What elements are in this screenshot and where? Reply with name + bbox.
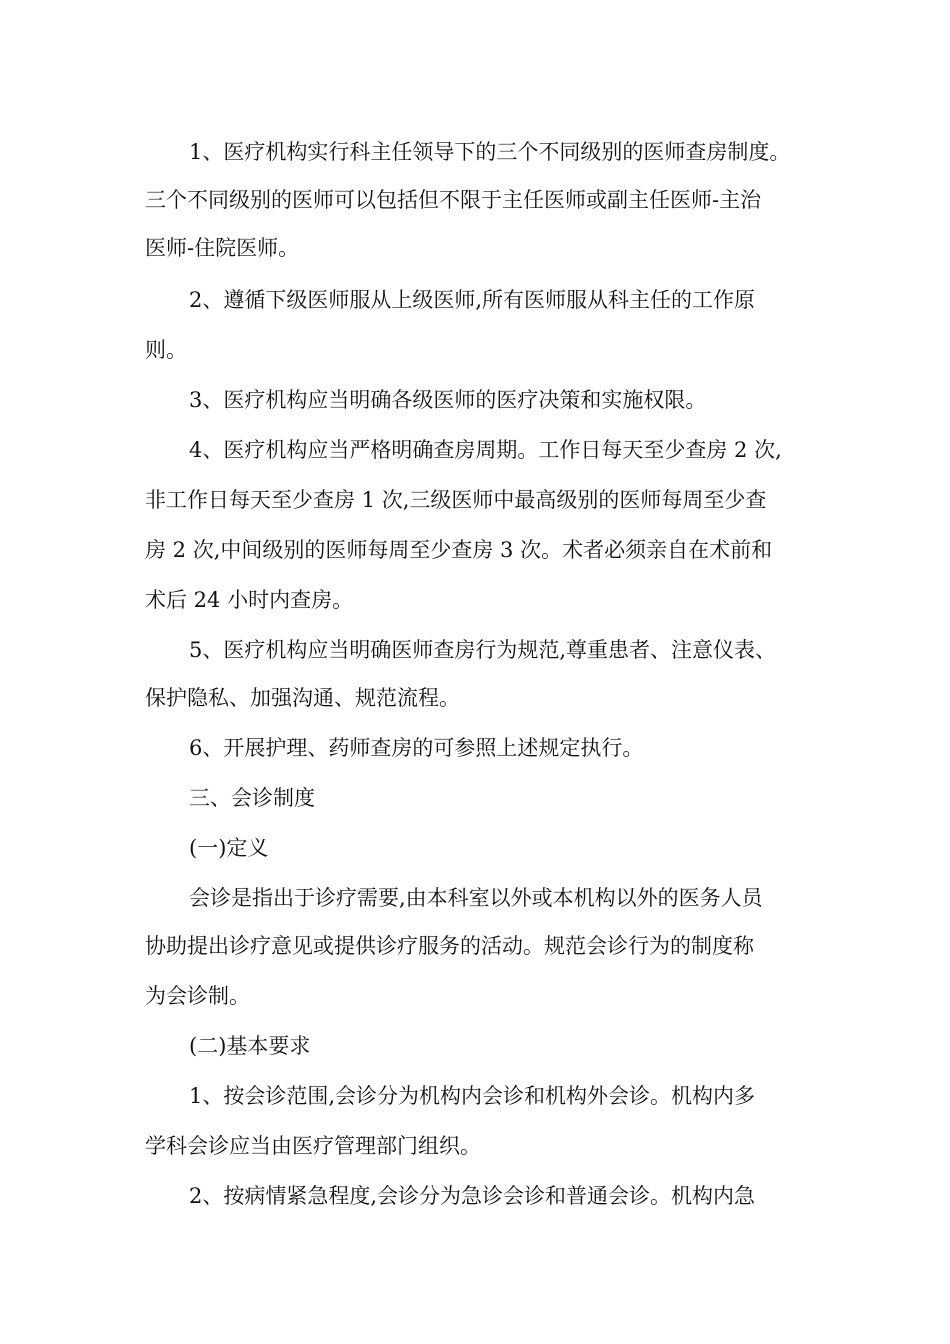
text-line: 3、医疗机构应当明确各级医师的医疗决策和实施权限。 (189, 388, 707, 412)
text-line: 4、医疗机构应当严格明确查房周期。工作日每天至少查房 2 次, (189, 438, 782, 462)
text-line: 5、医疗机构应当明确医师查房行为规范,尊重患者、注意仪表、 (189, 638, 777, 662)
text-line: 房 2 次,中间级别的医师每周至少查房 3 次。术者必须亲自在术前和 (145, 538, 773, 562)
text-line: 1、医疗机构实行科主任领导下的三个不同级别的医师查房制度。 (189, 140, 791, 164)
subsection-heading: (二)基本要求 (189, 1034, 311, 1058)
subsection-heading: (一)定义 (189, 836, 269, 860)
text-line: 非工作日每天至少查房 1 次,三级医师中最高级别的医师每周至少查 (145, 488, 767, 512)
text-line: 保护隐私、加强沟通、规范流程。 (145, 686, 460, 710)
text-line: 2、按病情紧急程度,会诊分为急诊会诊和普通会诊。机构内急 (189, 1184, 756, 1208)
section-heading: 三、会诊制度 (189, 786, 315, 810)
text-line: 为会诊制。 (145, 984, 250, 1008)
text-line: 协助提出诊疗意见或提供诊疗服务的活动。规范会诊行为的制度称 (145, 934, 754, 958)
text-line: 2、遵循下级医师服从上级医师,所有医师服从科主任的工作原 (189, 288, 756, 312)
text-line: 医师-住院医师。 (145, 236, 300, 260)
text-line: 6、开展护理、药师查房的可参照上述规定执行。 (189, 736, 644, 760)
text-line: 学科会诊应当由医疗管理部门组织。 (145, 1134, 481, 1158)
text-line: 1、按会诊范围,会诊分为机构内会诊和机构外会诊。机构内多 (189, 1084, 756, 1108)
text-line: 三个不同级别的医师可以包括但不限于主任医师或副主任医师-主治 (145, 188, 762, 212)
text-line: 术后 24 小时内查房。 (145, 588, 354, 612)
text-line: 则。 (145, 338, 187, 362)
text-line: 会诊是指出于诊疗需要,由本科室以外或本机构以外的医务人员 (189, 886, 763, 910)
